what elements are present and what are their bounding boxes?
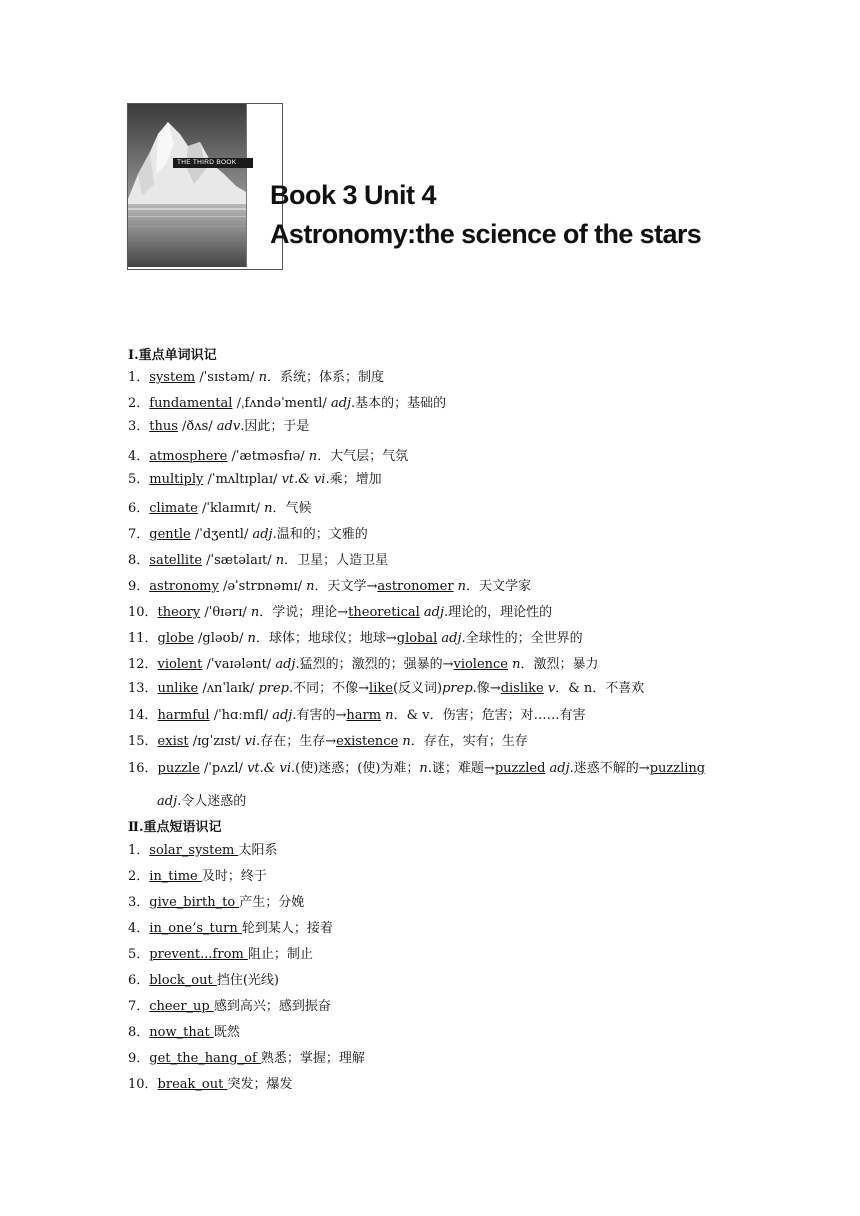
cover-band: THE THIRD BOOK	[173, 158, 253, 168]
word-item: 6．climate /ˈklaɪmɪt/ n．气候	[128, 501, 312, 516]
word-item: 4．atmosphere /ˈætməsfɪə/ n．大气层；气氛	[128, 449, 409, 464]
section-2-heading: Ⅱ.重点短语识记	[128, 820, 222, 835]
phrase-item: 5．prevent...from 阻止；制止	[128, 947, 313, 962]
phrase-item: 3．give_birth_to 产生；分娩	[128, 895, 305, 910]
phrase-item: 6．block_out 挡住(光线)	[128, 973, 279, 988]
word-item: 16．puzzle /ˈpʌzl/ vt.& vi.(使)迷惑；(使)为难；n.谜；难题→puzzled adj.迷惑不解的→puzzling	[128, 761, 706, 776]
phrase-item: 8．now_that 既然	[128, 1025, 240, 1040]
word-item: 8．satellite /ˈsætəlaɪt/ n．卫星；人造卫星	[128, 553, 389, 568]
section-1-heading: Ⅰ.重点单词识记	[128, 348, 217, 363]
cover-iceberg-image	[128, 104, 246, 267]
word-item: 5．multiply /ˈmʌltɪplaɪ/ vt.& vi.乘；增加	[128, 472, 382, 487]
word-item: 15．exist /ɪgˈzɪst/ vi.存在；生存→existence n．存在，实有；生存	[128, 734, 528, 749]
word-item: 2．fundamental /ˌfʌndəˈmentl/ adj.基本的；基础的	[128, 396, 447, 411]
phrase-item: 2．in_time 及时；终于	[128, 869, 267, 884]
word-item: 10．theory /ˈθɪərɪ/ n．学说；理论→theoretical adj.理论的，理论性的	[128, 605, 553, 620]
word-item: 14．harmful /ˈhɑːmfl/ adj.有害的→harm n．& v．伤害；危害；对……有害	[128, 708, 586, 723]
unit-title: Book 3 Unit 4	[270, 180, 437, 210]
word-item: 3．thus /ðʌs/ adv.因此；于是	[128, 419, 310, 434]
phrase-item: 10．break_out 突发；爆发	[128, 1077, 293, 1092]
word-item: 7．gentle /ˈdʒentl/ adj.温和的；文雅的	[128, 527, 368, 542]
word-item: 13．unlike /ʌnˈlaɪk/ prep.不同；不像→like(反义词)prep.像→dislike v．& n．不喜欢	[128, 681, 645, 696]
cover-divider	[246, 104, 247, 267]
phrase-item: 7．cheer_up 感到高兴；感到振奋	[128, 999, 331, 1014]
word-item: 12．violent /ˈvaɪələnt/ adj.猛烈的；激烈的；强暴的→violence n．激烈；暴力	[128, 657, 599, 672]
word-item: 9．astronomy /əˈstrɒnəmɪ/ n．天文学→astronomer n．天文学家	[128, 579, 532, 594]
phrase-item: 1．solar_system 太阳系	[128, 843, 278, 858]
word-item: 11．globe /gləʊb/ n．球体；地球仪；地球→global adj.全球性的；全世界的	[128, 631, 583, 646]
phrase-item: 4．in_one’s_turn 轮到某人；接着	[128, 921, 333, 936]
unit-subtitle: Astronomy:the science of the stars	[270, 219, 702, 249]
word-item-continuation: adj.令人迷惑的	[157, 794, 247, 809]
word-item: 1．system /ˈsɪstəm/ n．系统；体系；制度	[128, 370, 384, 385]
phrase-item: 9．get_the_hang_of 熟悉；掌握；理解	[128, 1051, 365, 1066]
